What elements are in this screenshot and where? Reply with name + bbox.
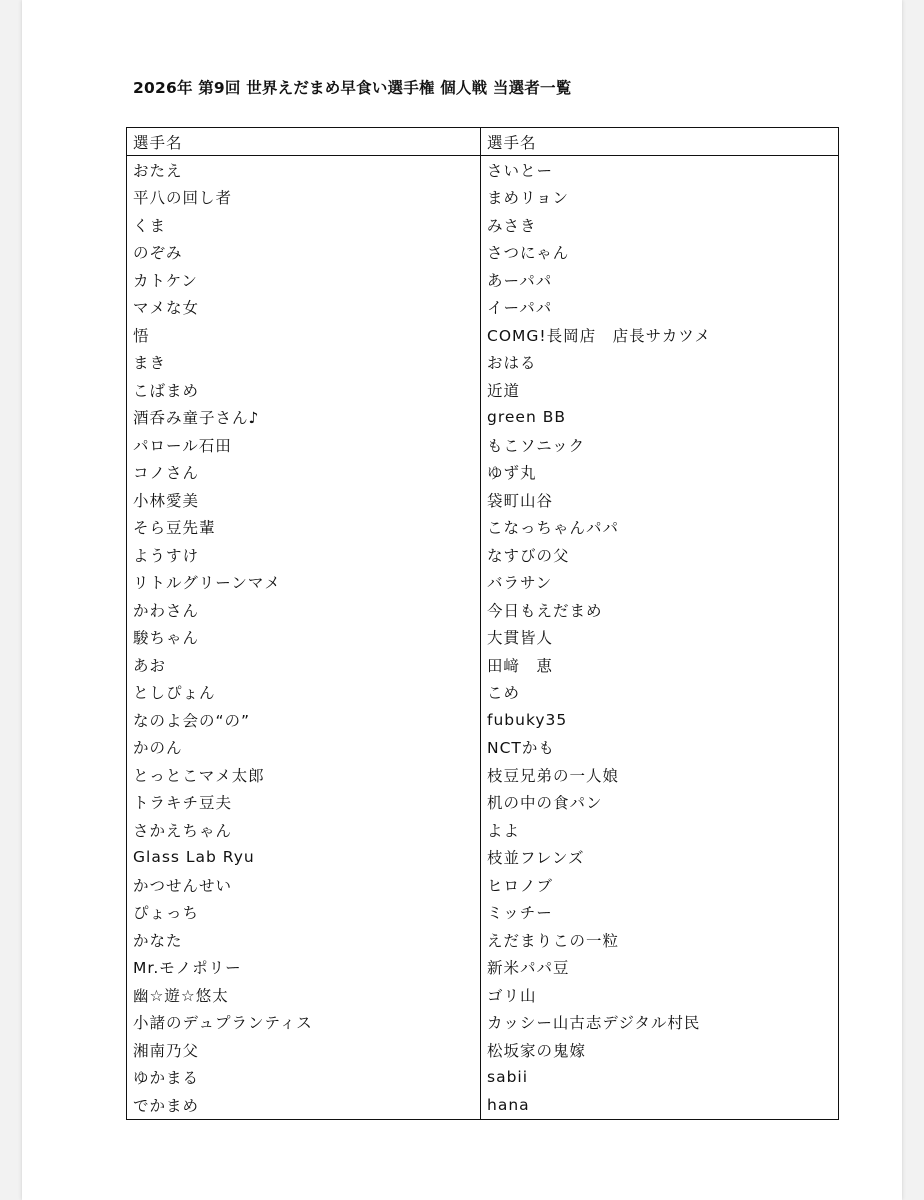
- player-name-right: 新米パパ豆: [487, 959, 570, 978]
- table-row: [127, 541, 839, 569]
- player-name-left: くま: [127, 211, 481, 239]
- table-row: [127, 761, 839, 789]
- player-name-right: あーパパ: [487, 271, 553, 290]
- player-name-left: そら豆先輩: [127, 514, 481, 542]
- player-name-left: あお: [127, 651, 481, 679]
- table-row: [127, 706, 839, 734]
- player-name-left: でかまめ: [127, 1091, 481, 1119]
- table-row: [127, 734, 839, 762]
- player-name-right: イーパパ: [487, 299, 553, 318]
- player-name-right: なすびの父: [487, 546, 570, 565]
- player-name-left: コノさん: [127, 459, 481, 487]
- player-name-right: さいとー: [487, 161, 554, 180]
- player-name-left: まき: [127, 349, 481, 377]
- player-name-right: みさき: [487, 216, 537, 235]
- table-row: [127, 789, 839, 817]
- player-name-right: ゴリ山: [487, 986, 537, 1005]
- player-name-left: 小林愛美: [127, 486, 481, 514]
- table-row: [127, 899, 839, 927]
- player-name-left: 悟: [127, 321, 481, 349]
- table-row: [127, 156, 839, 184]
- table-row: [127, 1036, 839, 1064]
- player-name-right: sabii: [487, 1068, 529, 1087]
- player-name-left: のぞみ: [127, 239, 481, 267]
- player-name-right: こなっちゃんパパ: [487, 519, 620, 538]
- player-name-left: 小諸のデュプランティス: [127, 1009, 481, 1037]
- player-name-left: かのん: [127, 734, 481, 762]
- player-name-left: 幽☆遊☆悠太: [127, 981, 481, 1009]
- player-name-right: 机の中の食パン: [487, 794, 603, 813]
- player-name-right: NCTかも: [487, 739, 555, 758]
- player-name-left: かなた: [127, 926, 481, 954]
- player-name-right: こめ: [487, 684, 521, 703]
- table-row: [127, 954, 839, 982]
- player-name-right: 田﨑 恵: [487, 656, 554, 675]
- player-name-left: なのよ会の“の”: [127, 706, 481, 734]
- player-name-right: fubuky35: [487, 710, 568, 729]
- player-name-left: リトルグリーンマメ: [127, 569, 481, 597]
- table-row: [127, 211, 839, 239]
- table-row: [127, 431, 839, 459]
- player-name-right: もこソニック: [487, 436, 586, 455]
- header-row: [127, 128, 839, 156]
- player-name-right: 大貫皆人: [487, 629, 554, 648]
- document-title: 2026年 第9回 世界えだまめ早食い選手権 個人戦 当選者一覧: [133, 79, 572, 97]
- table-row: [127, 349, 839, 377]
- document-page: [22, 0, 902, 1200]
- table-row: [127, 651, 839, 679]
- table-row: [127, 459, 839, 487]
- player-name-right: バラサン: [487, 574, 553, 593]
- table-row: [127, 294, 839, 322]
- player-name-right: ゆず丸: [487, 464, 537, 483]
- player-name-left: こばまめ: [127, 376, 481, 404]
- table-row: [127, 624, 839, 652]
- player-name-right: さつにゃん: [487, 244, 570, 263]
- player-name-right: hana: [487, 1095, 530, 1114]
- player-name-left: マメな女: [127, 294, 481, 322]
- player-name-left: とっとこマメ太郎: [127, 761, 481, 789]
- player-name-right: おはる: [487, 354, 537, 373]
- table-row: [127, 816, 839, 844]
- player-name-right: 今日もえだまめ: [487, 601, 603, 620]
- player-name-right: 枝豆兄弟の一人娘: [487, 766, 620, 785]
- table-row: [127, 1009, 839, 1037]
- player-name-left: 平八の回し者: [127, 184, 481, 212]
- player-name-right: 松坂家の鬼嫁: [487, 1041, 587, 1060]
- player-name-right: green BB: [487, 408, 566, 427]
- table-row: [127, 1064, 839, 1092]
- player-name-right: COMG!長岡店 店長サカツメ: [487, 326, 712, 345]
- player-name-right: 枝並フレンズ: [487, 849, 585, 868]
- winners-table: [126, 127, 839, 1120]
- table-row: [127, 514, 839, 542]
- player-name-right: カッシー山古志デジタル村民: [487, 1014, 701, 1033]
- column-header-right: 選手名: [481, 128, 839, 156]
- table-row: [127, 926, 839, 954]
- player-name-left: Mr.モノポリー: [127, 954, 481, 982]
- player-name-right: まめリョン: [487, 189, 570, 208]
- table-row: [127, 486, 839, 514]
- player-name-left: ゆかまる: [127, 1064, 481, 1092]
- player-name-left: パロール石田: [127, 431, 481, 459]
- table-row: [127, 981, 839, 1009]
- player-name-right: 近道: [487, 381, 521, 400]
- player-name-left: さかえちゃん: [127, 816, 481, 844]
- table-row: [127, 596, 839, 624]
- table-row: [127, 184, 839, 212]
- player-name-left: ぴょっち: [127, 899, 481, 927]
- table-row: [127, 321, 839, 349]
- table-row: [127, 1091, 839, 1119]
- player-name-right: えだまりこの一粒: [487, 931, 620, 950]
- table-body: [127, 156, 839, 1120]
- player-name-left: トラキチ豆夫: [127, 789, 481, 817]
- player-name-right: ミッチー: [487, 904, 553, 923]
- player-name-left: としぴょん: [127, 679, 481, 707]
- table-row: [127, 679, 839, 707]
- player-name-left: カトケン: [127, 266, 481, 294]
- player-name-left: ようすけ: [127, 541, 481, 569]
- table-row: [127, 569, 839, 597]
- player-name-left: かつせんせい: [127, 871, 481, 899]
- player-name-left: かわさん: [127, 596, 481, 624]
- player-name-left: 駿ちゃん: [127, 624, 481, 652]
- table-row: [127, 266, 839, 294]
- player-name-right: 袋町山谷: [487, 491, 554, 510]
- table-row: [127, 871, 839, 899]
- table-header: [127, 128, 839, 156]
- column-header-left: 選手名: [127, 128, 481, 156]
- player-name-left: 酒呑み童子さん♪: [127, 404, 481, 432]
- table-row: [127, 404, 839, 432]
- player-name-right: よよ: [487, 821, 521, 840]
- table-row: [127, 844, 839, 872]
- player-name-left: おたえ: [127, 156, 481, 184]
- table-row: [127, 239, 839, 267]
- table-row: [127, 376, 839, 404]
- player-name-left: Glass Lab Ryu: [127, 844, 481, 872]
- player-name-right: ヒロノブ: [487, 876, 554, 895]
- player-name-left: 湘南乃父: [127, 1036, 481, 1064]
